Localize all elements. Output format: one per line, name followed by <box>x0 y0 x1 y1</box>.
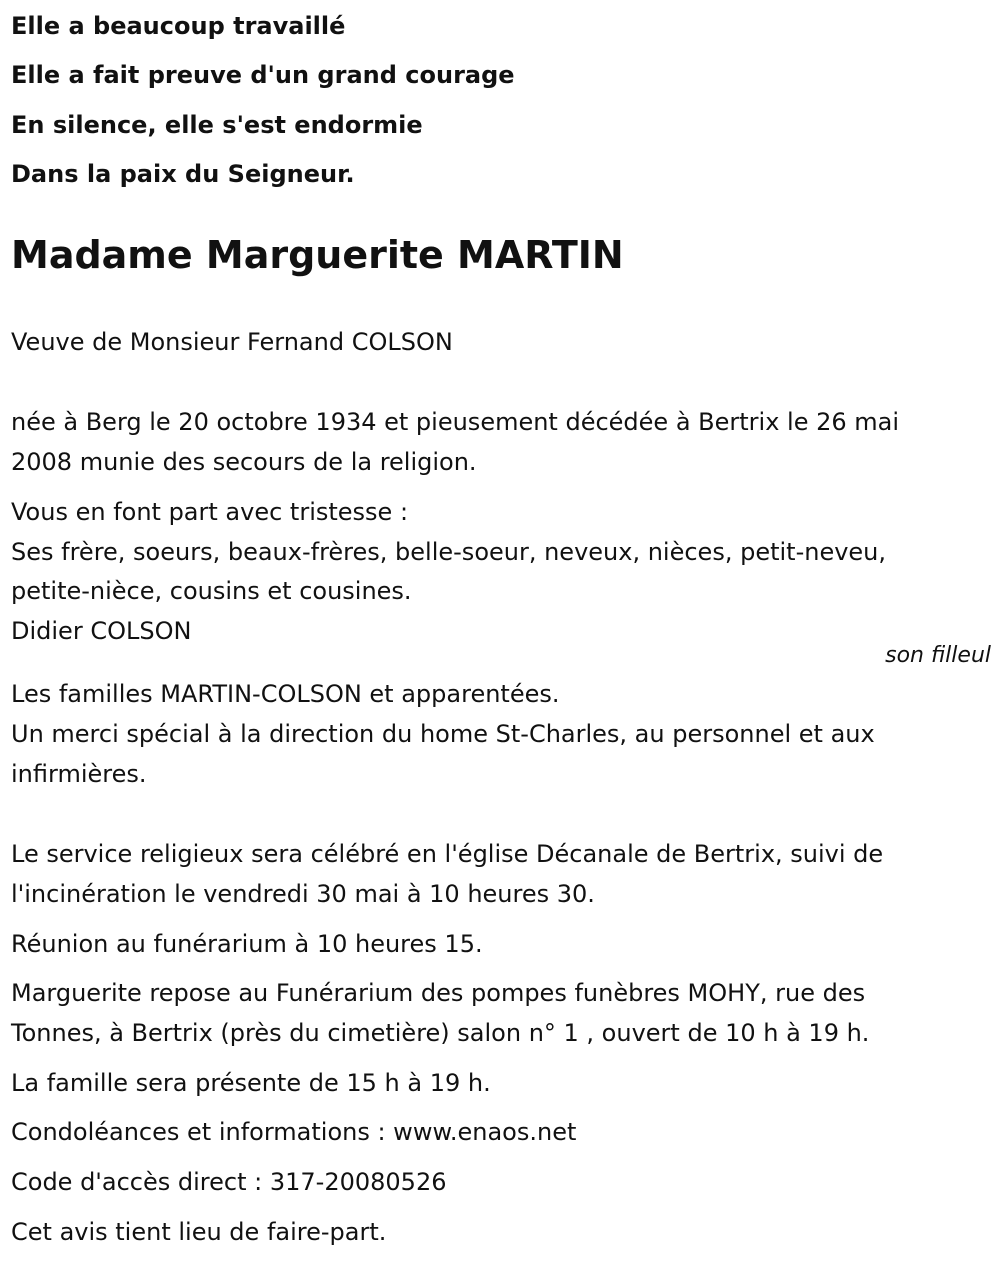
families-line-1: Les familles MARTIN-COLSON et apparentées. <box>11 680 560 708</box>
deceased-name: Madame Marguerite MARTIN <box>11 233 624 277</box>
service-line-1: Le service religieux sera célébré en l'église Décanale de Bertrix, suivi de <box>11 840 884 868</box>
poem-line-4: Dans la paix du Seigneur. <box>11 160 355 188</box>
service-line-2: l'incinération le vendredi 30 mai à 10 heures 30. <box>11 880 595 908</box>
poem-line-3: En silence, elle s'est endormie <box>11 111 423 139</box>
meeting-time: Réunion au funérarium à 10 heures 15. <box>11 930 483 958</box>
announcement-didier: Didier COLSON <box>11 617 192 645</box>
family-presence: La famille sera présente de 15 h à 19 h. <box>11 1069 491 1097</box>
poem-line-1: Elle a beaucoup travaillé <box>11 12 346 40</box>
announcement-line-2: Ses frère, soeurs, beaux-frères, belle-soeur, neveux, nièces, petit-neveu, <box>11 538 887 566</box>
poem-line-2: Elle a fait preuve d'un grand courage <box>11 61 515 89</box>
families-line-3: infirmières. <box>11 760 147 788</box>
announcement-line-3: petite-nièce, cousins et cousines. <box>11 577 412 605</box>
condolences: Condoléances et informations : www.enaos.net <box>11 1118 577 1146</box>
faire-part-notice: Cet avis tient lieu de faire-part. <box>11 1218 387 1246</box>
birth-death-line-2: 2008 munie des secours de la religion. <box>11 448 477 476</box>
widow-of: Veuve de Monsieur Fernand COLSON <box>11 328 453 356</box>
announcement-intro: Vous en font part avec tristesse : <box>11 498 409 526</box>
families-line-2: Un merci spécial à la direction du home St-Charles, au personnel et aux <box>11 720 875 748</box>
rest-line-2: Tonnes, à Bertrix (près du cimetière) salon n° 1 , ouvert de 10 h à 19 h. <box>11 1019 870 1047</box>
access-code: Code d'accès direct : 317-20080526 <box>11 1168 447 1196</box>
rest-line-1: Marguerite repose au Funérarium des pompes funèbres MOHY, rue des <box>11 979 866 1007</box>
birth-death-line-1: née à Berg le 20 octobre 1934 et pieusement décédée à Bertrix le 26 mai <box>11 408 900 436</box>
godson-note: son filleul <box>885 643 991 668</box>
